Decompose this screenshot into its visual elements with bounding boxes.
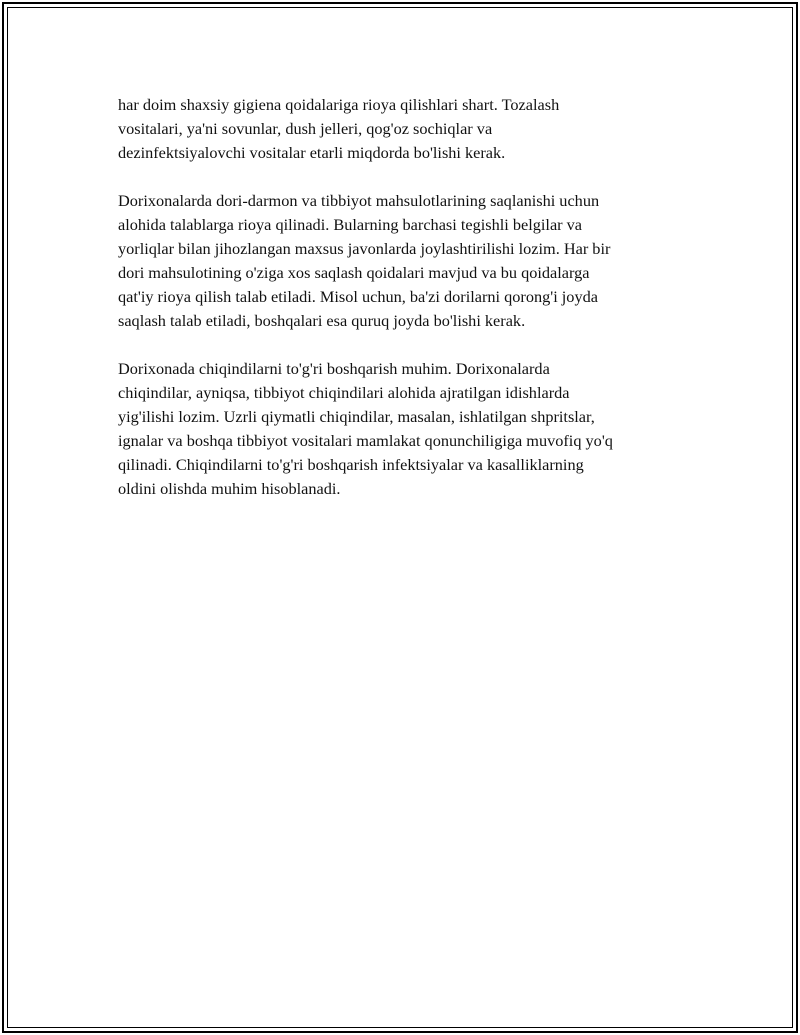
paragraph-hygiene: har doim shaxsiy gigiena qoidalariga rioya qilishlari shart. Tozalash vositalari, ya'ni sovunlar, dush jelleri, qog'oz sochiqlar va dezinfektsiyalovchi vositalar etarli miqdorda bo'lishi kerak.	[118, 95, 560, 162]
paragraph-storage: Dorixonalarda dori-darmon va tibbiyot mahsulotlarining saqlanishi uchun alohida talablarga rioya qilinadi. Bularning barchasi tegishli belgilar va yorliqlar bilan jihozlangan maxsus javonlarda joylashtirilishi lozim. Har bir dori mahsulotining o'ziga xos saqlash qoidalari mavjud va bu qoidalarga qat'iy rioya qilish talab etiladi. Misol uchun, ba'zi dorilarni qorong'i joyda saqlash talab etiladi, boshqalari esa quruq joyda bo'lishi kerak.	[118, 191, 611, 330]
document-body	[118, 93, 698, 525]
paragraph-waste: Dorixonada chiqindilarni to'g'ri boshqarish muhim. Dorixonalarda chiqindilar, ayniqsa, tibbiyot chiqindilari alohida ajratilgan idishlarda yig'ilishi lozim. Uzrli qiymatli chiqindilar, masalan, ishlatilgan shpritslar, ignalar va boshqa tibbiyot vositalari mamlakat qonunchiligiga muvofiq yo'q qilinadi. Chiqindilarni to'g'ri boshqarish infektsiyalar va kasalliklarning oldini olishda muhim hisoblanadi.	[118, 359, 613, 498]
